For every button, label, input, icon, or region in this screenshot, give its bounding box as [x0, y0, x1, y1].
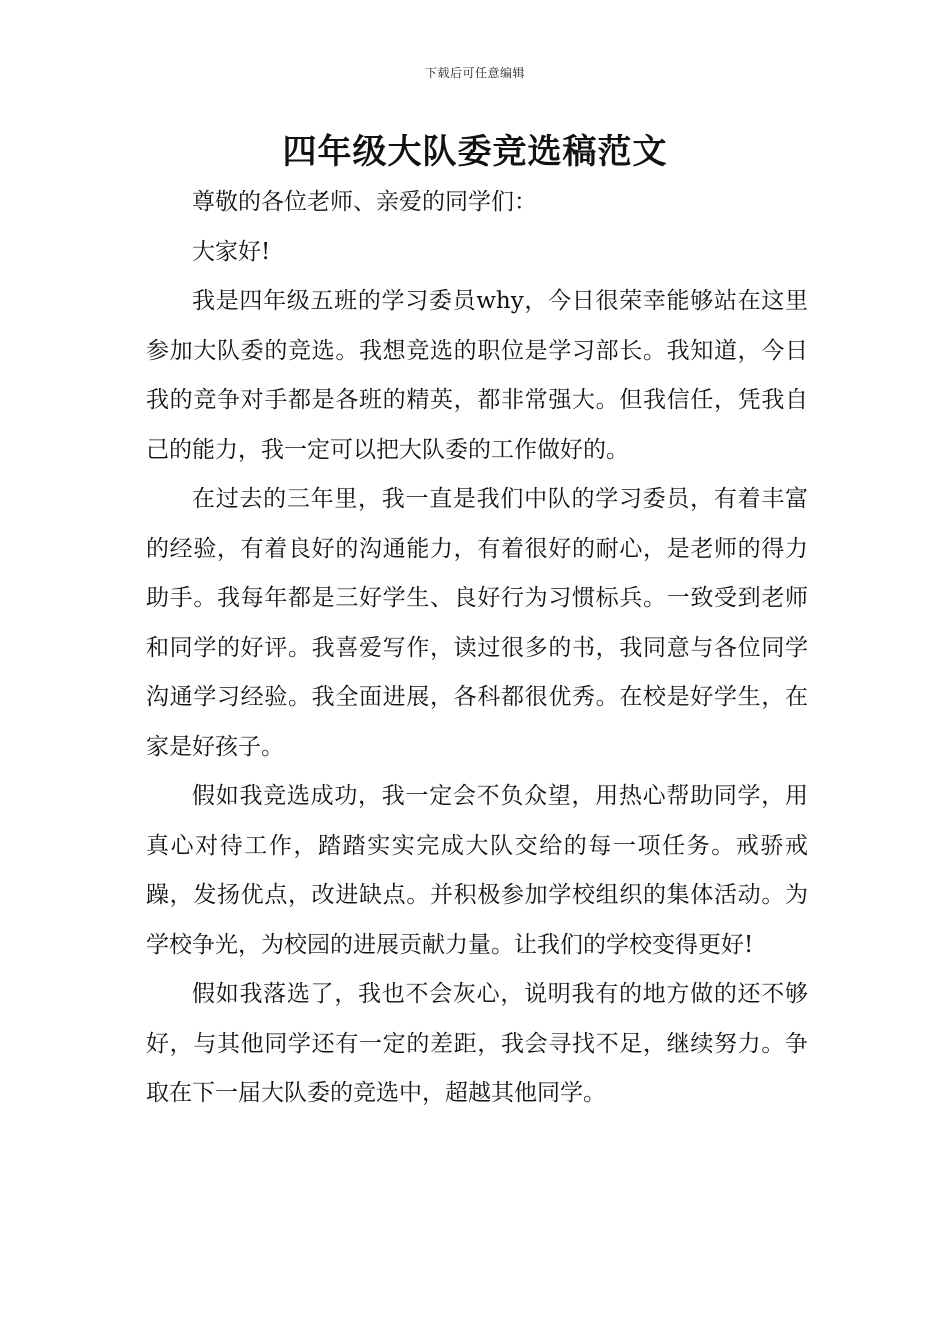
document-body — [146, 178, 808, 1119]
paragraph-intro: 我是四年级五班的学习委员why，今日很荣幸能够站在这里参加大队委的竞选。我想竞选的职位是学习部长。我知道，今日我的竞争对手都是各班的精英，都非常强大。但我信任，凭我自己的能力，我一定可以把大队委的工作做好的。 — [146, 288, 808, 463]
paragraph-if-elected: 假如我竞选成功，我一定会不负众望，用热心帮助同学，用真心对待工作，踏踏实实完成大队交给的每一项任务。戒骄戒躁，发扬优点，改进缺点。并积极参加学校组织的集体活动。为学校争光，为校园的进展贡献力量。让我们的学校变得更好! — [146, 783, 808, 958]
document-title: 四年级大队委竞选稿范文 — [282, 132, 668, 172]
paragraph-if-not-elected: 假如我落选了，我也不会灰心，说明我有的地方做的还不够好，与其他同学还有一定的差距，我会寻找不足，继续努力。争取在下一届大队委的竞选中，超越其他同学。 — [146, 981, 808, 1106]
header-note: 下载后可任意编辑 — [424, 66, 525, 80]
salutation: 尊敬的各位老师、亲爱的同学们： — [192, 189, 537, 215]
paragraph-experience: 在过去的三年里，我一直是我们中队的学习委员，有着丰富的经验，有着良好的沟通能力，有着很好的耐心，是老师的得力助手。我每年都是三好学生、良好行为习惯标兵。一致受到老师和同学的好评。我喜爱写作，读过很多的书，我同意与各位同学沟通学习经验。我全面进展，各科都很优秀。在校是好学生，在家是好孩子。 — [146, 486, 808, 760]
greeting: 大家好! — [192, 238, 271, 265]
